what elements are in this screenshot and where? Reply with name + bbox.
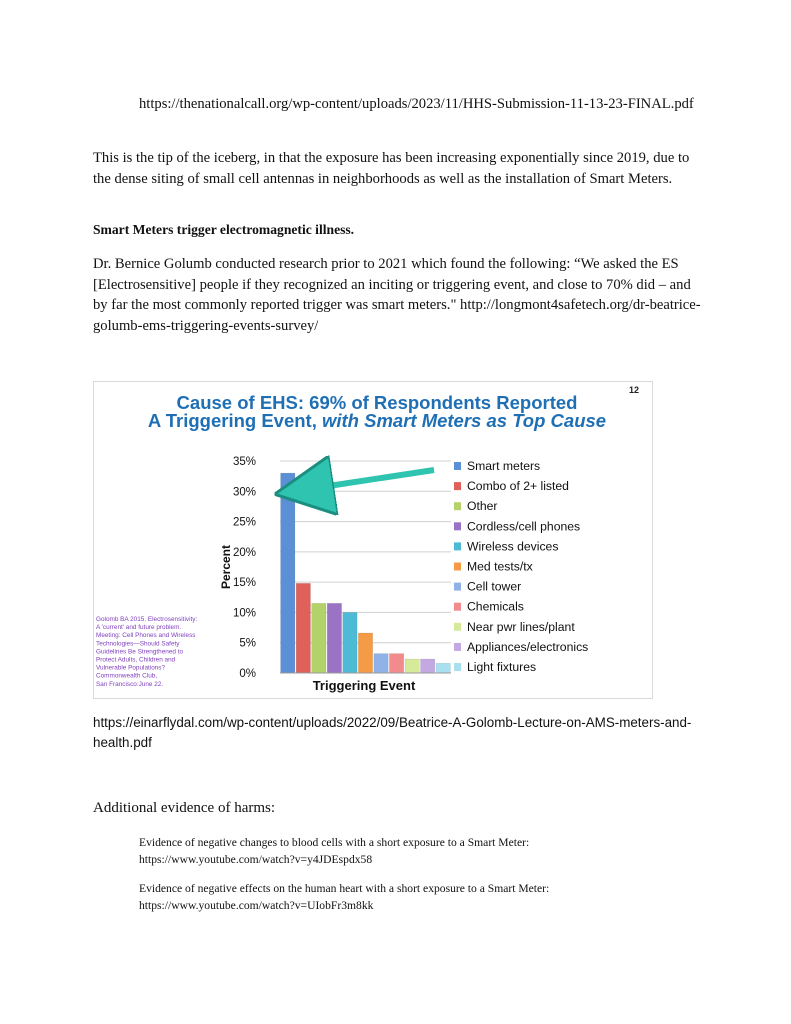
golumb-research-paragraph: Dr. Bernice Golumb conducted research prior to 2021 which found the following: “We asked the ES [Electrosensitive] people if they recognized an inciting or triggering event, and close to 70% did – and by far the most commonly reported trigger was smart meters." http://longmont4safetech.org/dr-beatrice-golumb-ems-triggering-events-survey/: [93, 256, 701, 334]
legend-entry: Chemicals: [467, 599, 524, 614]
citation-line: Golomb BA 2015. Electrosensitivity:: [96, 616, 198, 623]
legend-swatch: [454, 643, 461, 651]
legend-swatch: [454, 603, 461, 611]
slide-title-line2-italic: with Smart Meters as Top Cause: [321, 410, 607, 431]
hhs-submission-link[interactable]: https://thenationalcall.org/wp-content/uploads/2023/11/HHS-Submission-11-13-23-FINAL.pdf: [139, 96, 694, 112]
bar-near-pwr-lines-plant: [405, 659, 419, 673]
legend-entry: Smart meters: [467, 459, 541, 473]
bar-combo-of-2-listed: [296, 583, 310, 673]
slide-title-line2-normal: A Triggering Event,: [147, 410, 322, 431]
y-tick-label: 15%: [232, 577, 256, 590]
y-tick-label: 5%: [239, 637, 256, 650]
additional-evidence-heading: Additional evidence of harms:: [93, 800, 276, 816]
bar-cordless-cell-phones: [327, 603, 341, 673]
bar-cell-tower: [374, 654, 388, 673]
legend-entry: Other: [467, 499, 498, 514]
y-tick-label: 10%: [232, 607, 256, 620]
legend-swatch: [454, 502, 461, 510]
bar-med-tests-tx: [358, 633, 372, 673]
legend-entry: Wireless devices: [467, 539, 559, 554]
slide-number: 12: [628, 385, 639, 395]
y-tick-label: 0%: [239, 668, 256, 680]
evidence-text: Evidence of negative effects on the human heart with a short exposure to a Smart Meter:: [139, 882, 550, 895]
slide-title-line1: Cause of EHS: 69% of Respondents Reported: [176, 392, 578, 413]
chart-svg: [94, 382, 652, 698]
golomb-lecture-link[interactable]: https://einarflydal.com/wp-content/uploads/2022/09/Beatrice-A-Golomb-Lecture-on-AMS-meters-and-health.pdf: [93, 715, 692, 750]
legend-swatch: [454, 522, 461, 530]
legend-entry: Cordless/cell phones: [467, 519, 581, 534]
citation-line: Technologies—Should Safety: [96, 640, 180, 648]
slide-title-line2: [148, 410, 606, 431]
legend-swatch: [454, 583, 461, 591]
bar-light-fixtures: [436, 663, 450, 673]
legend-entry: Appliances/electronics: [467, 639, 589, 654]
ehs-chart-slide: [93, 381, 653, 699]
legend-entry: Near pwr lines/plant: [467, 619, 575, 634]
bar-other: [312, 603, 326, 673]
legend-entry: Combo of 2+ listed: [467, 479, 569, 494]
citation-line: Commonwealth Club,: [96, 672, 158, 680]
legend-swatch: [454, 462, 461, 470]
legend-swatch: [454, 623, 461, 631]
bar-appliances-electronics: [421, 659, 435, 673]
smart-meter-arrow: [322, 470, 434, 487]
citation-line: Vulnerable Populations?: [96, 664, 166, 672]
citation-line: Guidelines Be Strengthened to: [96, 648, 184, 656]
citation-line: Protect Adults, Children and: [96, 656, 176, 664]
section-heading: Smart Meters trigger electromagnetic illness.: [93, 222, 355, 237]
evidence-text: Evidence of negative changes to blood cells with a short exposure to a Smart Meter:: [139, 836, 530, 849]
bar-smart-meters: [281, 473, 295, 673]
x-axis-label: Triggering Event: [312, 678, 416, 693]
citation-line: A 'current' and future problem.: [96, 624, 182, 632]
legend-entry: Cell tower: [467, 579, 522, 594]
iceberg-paragraph: This is the tip of the iceberg, in that the exposure has been increasing exponentially since 2019, due to the dense siting of small cell antennas in neighborhoods as well as the installation of Smart Meters.: [93, 150, 690, 187]
evidence-link[interactable]: https://www.youtube.com/watch?v=UIobFr3m8kk: [139, 899, 374, 912]
y-tick-label: 35%: [232, 456, 256, 468]
y-axis-ticks: [233, 456, 256, 680]
y-axis-label: Percent: [219, 544, 233, 590]
y-tick-label: 25%: [232, 516, 256, 529]
chart-legend: [454, 459, 588, 674]
evidence-item: [139, 834, 739, 868]
legend-swatch: [454, 542, 461, 550]
evidence-item: [139, 880, 739, 914]
y-tick-label: 20%: [232, 546, 256, 559]
legend-swatch: [454, 482, 461, 490]
bar-chemicals: [389, 654, 403, 673]
citation-note: [96, 616, 197, 688]
citation-line: San Francisco:June 22.: [96, 680, 164, 688]
citation-line: Meeting: Cell Phones and Wireless: [96, 632, 196, 640]
legend-entry: Light fixtures: [467, 660, 537, 674]
bar-wireless-devices: [343, 612, 357, 673]
legend-swatch: [454, 563, 461, 571]
evidence-link[interactable]: https://www.youtube.com/watch?v=y4JDEspdx58: [139, 853, 373, 866]
y-tick-label: 30%: [232, 486, 256, 499]
legend-swatch: [454, 663, 461, 671]
legend-entry: Med tests/tx: [467, 559, 533, 574]
